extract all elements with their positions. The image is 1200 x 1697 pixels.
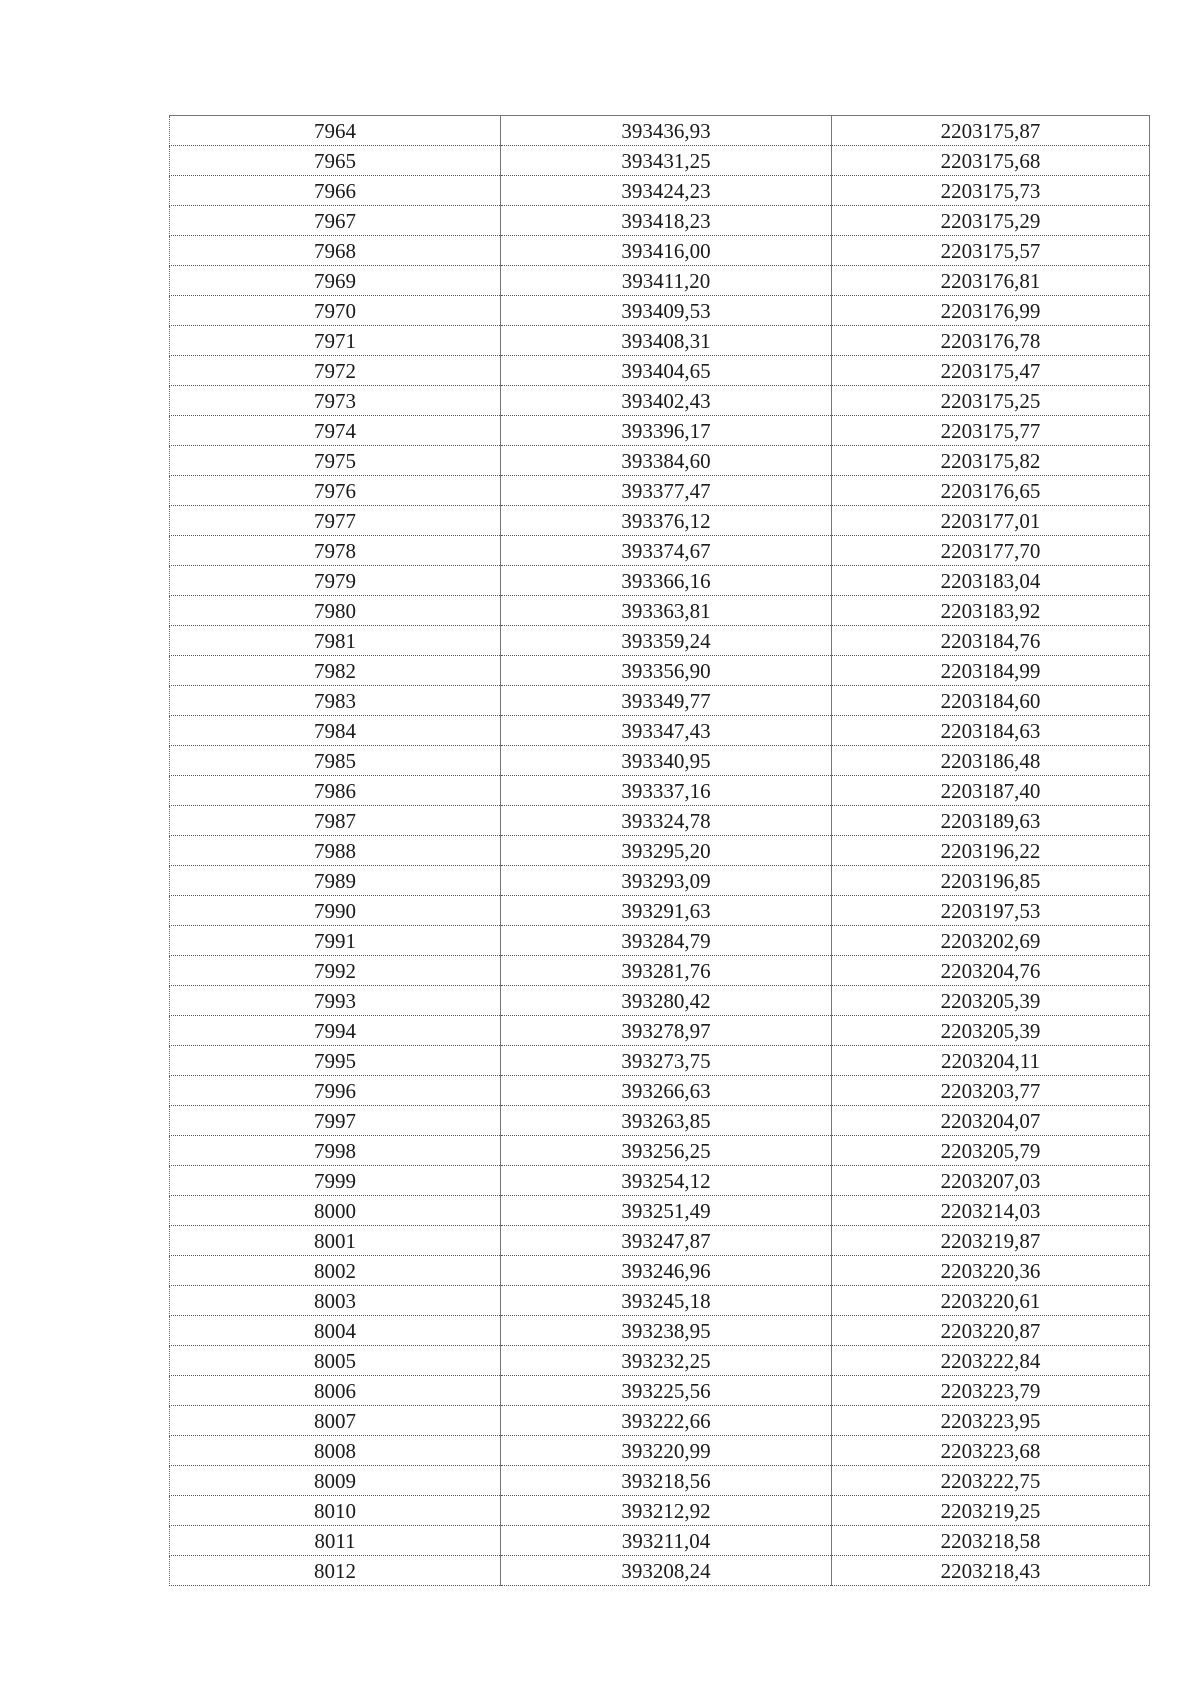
x-coordinate-cell: 393418,23 [501,206,832,236]
point-number-cell: 7996 [170,1076,501,1106]
y-coordinate-cell: 2203207,03 [832,1166,1150,1196]
table-row [170,206,1150,236]
x-coordinate-cell: 393280,42 [501,986,832,1016]
x-coordinate-cell: 393208,24 [501,1556,832,1586]
point-number-cell: 7977 [170,506,501,536]
table-row [170,926,1150,956]
point-number-cell: 8009 [170,1466,501,1496]
point-number-cell: 7998 [170,1136,501,1166]
table-row [170,236,1150,266]
x-coordinate-cell: 393232,25 [501,1346,832,1376]
table-row [170,1346,1150,1376]
table-row [170,326,1150,356]
x-coordinate-cell: 393266,63 [501,1076,832,1106]
y-coordinate-cell: 2203177,70 [832,536,1150,566]
x-coordinate-cell: 393293,09 [501,866,832,896]
y-coordinate-cell: 2203177,01 [832,506,1150,536]
x-coordinate-cell: 393246,96 [501,1256,832,1286]
point-number-cell: 7967 [170,206,501,236]
x-coordinate-cell: 393238,95 [501,1316,832,1346]
x-coordinate-cell: 393366,16 [501,566,832,596]
y-coordinate-cell: 2203175,82 [832,446,1150,476]
coordinates-table-body [170,116,1150,1586]
x-coordinate-cell: 393376,12 [501,506,832,536]
table-row [170,1436,1150,1466]
point-number-cell: 8012 [170,1556,501,1586]
table-row [170,1106,1150,1136]
y-coordinate-cell: 2203205,79 [832,1136,1150,1166]
y-coordinate-cell: 2203175,87 [832,116,1150,146]
x-coordinate-cell: 393347,43 [501,716,832,746]
point-number-cell: 7991 [170,926,501,956]
table-row [170,806,1150,836]
y-coordinate-cell: 2203189,63 [832,806,1150,836]
y-coordinate-cell: 2203176,99 [832,296,1150,326]
x-coordinate-cell: 393359,24 [501,626,832,656]
table-row [170,1046,1150,1076]
y-coordinate-cell: 2203176,78 [832,326,1150,356]
x-coordinate-cell: 393324,78 [501,806,832,836]
x-coordinate-cell: 393211,04 [501,1526,832,1556]
point-number-cell: 7992 [170,956,501,986]
x-coordinate-cell: 393374,67 [501,536,832,566]
x-coordinate-cell: 393424,23 [501,176,832,206]
point-number-cell: 7972 [170,356,501,386]
point-number-cell: 7985 [170,746,501,776]
y-coordinate-cell: 2203184,99 [832,656,1150,686]
table-row [170,116,1150,146]
point-number-cell: 7964 [170,116,501,146]
y-coordinate-cell: 2203202,69 [832,926,1150,956]
point-number-cell: 7981 [170,626,501,656]
x-coordinate-cell: 393220,99 [501,1436,832,1466]
point-number-cell: 7974 [170,416,501,446]
table-row [170,416,1150,446]
point-number-cell: 7984 [170,716,501,746]
point-number-cell: 7976 [170,476,501,506]
table-row [170,1256,1150,1286]
table-row [170,146,1150,176]
point-number-cell: 7971 [170,326,501,356]
table-row [170,176,1150,206]
point-number-cell: 7997 [170,1106,501,1136]
table-row [170,716,1150,746]
point-number-cell: 7999 [170,1166,501,1196]
table-row [170,506,1150,536]
point-number-cell: 8004 [170,1316,501,1346]
y-coordinate-cell: 2203219,25 [832,1496,1150,1526]
point-number-cell: 8001 [170,1226,501,1256]
y-coordinate-cell: 2203205,39 [832,1016,1150,1046]
y-coordinate-cell: 2203175,47 [832,356,1150,386]
x-coordinate-cell: 393377,47 [501,476,832,506]
y-coordinate-cell: 2203175,25 [832,386,1150,416]
point-number-cell: 7990 [170,896,501,926]
point-number-cell: 7965 [170,146,501,176]
y-coordinate-cell: 2203219,87 [832,1226,1150,1256]
y-coordinate-cell: 2203223,79 [832,1376,1150,1406]
point-number-cell: 7993 [170,986,501,1016]
point-number-cell: 7982 [170,656,501,686]
y-coordinate-cell: 2203204,76 [832,956,1150,986]
point-number-cell: 8005 [170,1346,501,1376]
point-number-cell: 7995 [170,1046,501,1076]
point-number-cell: 8010 [170,1496,501,1526]
point-number-cell: 7978 [170,536,501,566]
x-coordinate-cell: 393436,93 [501,116,832,146]
x-coordinate-cell: 393402,43 [501,386,832,416]
y-coordinate-cell: 2203183,04 [832,566,1150,596]
table-row [170,476,1150,506]
table-row [170,866,1150,896]
table-row [170,1166,1150,1196]
y-coordinate-cell: 2203204,07 [832,1106,1150,1136]
table-row [170,266,1150,296]
table-row [170,956,1150,986]
x-coordinate-cell: 393225,56 [501,1376,832,1406]
x-coordinate-cell: 393340,95 [501,746,832,776]
point-number-cell: 8011 [170,1526,501,1556]
table-row [170,836,1150,866]
x-coordinate-cell: 393356,90 [501,656,832,686]
table-row [170,1136,1150,1166]
table-row [170,776,1150,806]
x-coordinate-cell: 393218,56 [501,1466,832,1496]
table-row [170,1196,1150,1226]
y-coordinate-cell: 2203184,76 [832,626,1150,656]
y-coordinate-cell: 2203187,40 [832,776,1150,806]
table-row [170,1406,1150,1436]
table-row [170,356,1150,386]
x-coordinate-cell: 393256,25 [501,1136,832,1166]
point-number-cell: 7969 [170,266,501,296]
table-row [170,1376,1150,1406]
table-row [170,656,1150,686]
x-coordinate-cell: 393431,25 [501,146,832,176]
table-row [170,1016,1150,1046]
point-number-cell: 8007 [170,1406,501,1436]
x-coordinate-cell: 393384,60 [501,446,832,476]
point-number-cell: 7989 [170,866,501,896]
x-coordinate-cell: 393291,63 [501,896,832,926]
y-coordinate-cell: 2203204,11 [832,1046,1150,1076]
y-coordinate-cell: 2203222,75 [832,1466,1150,1496]
table-row [170,686,1150,716]
x-coordinate-cell: 393212,92 [501,1496,832,1526]
point-number-cell: 7988 [170,836,501,866]
y-coordinate-cell: 2203218,58 [832,1526,1150,1556]
table-row [170,986,1150,1016]
x-coordinate-cell: 393281,76 [501,956,832,986]
table-row [170,626,1150,656]
x-coordinate-cell: 393349,77 [501,686,832,716]
x-coordinate-cell: 393273,75 [501,1046,832,1076]
y-coordinate-cell: 2203205,39 [832,986,1150,1016]
point-number-cell: 7986 [170,776,501,806]
x-coordinate-cell: 393416,00 [501,236,832,266]
point-number-cell: 8006 [170,1376,501,1406]
table-row [170,1316,1150,1346]
y-coordinate-cell: 2203175,73 [832,176,1150,206]
point-number-cell: 7994 [170,1016,501,1046]
table-row [170,566,1150,596]
x-coordinate-cell: 393284,79 [501,926,832,956]
table-row [170,1076,1150,1106]
point-number-cell: 7979 [170,566,501,596]
table-row [170,596,1150,626]
x-coordinate-cell: 393404,65 [501,356,832,386]
y-coordinate-cell: 2203220,61 [832,1286,1150,1316]
table-row [170,1286,1150,1316]
y-coordinate-cell: 2203223,68 [832,1436,1150,1466]
table-row [170,1556,1150,1586]
y-coordinate-cell: 2203184,63 [832,716,1150,746]
coordinates-table [169,115,1150,1586]
y-coordinate-cell: 2203186,48 [832,746,1150,776]
point-number-cell: 7966 [170,176,501,206]
table-row [170,1226,1150,1256]
y-coordinate-cell: 2203223,95 [832,1406,1150,1436]
y-coordinate-cell: 2203214,03 [832,1196,1150,1226]
x-coordinate-cell: 393254,12 [501,1166,832,1196]
table-row [170,746,1150,776]
table-row [170,536,1150,566]
table-row [170,1496,1150,1526]
y-coordinate-cell: 2203203,77 [832,1076,1150,1106]
x-coordinate-cell: 393411,20 [501,266,832,296]
table-row [170,296,1150,326]
point-number-cell: 7987 [170,806,501,836]
point-number-cell: 7973 [170,386,501,416]
x-coordinate-cell: 393247,87 [501,1226,832,1256]
x-coordinate-cell: 393409,53 [501,296,832,326]
table-row [170,1466,1150,1496]
x-coordinate-cell: 393295,20 [501,836,832,866]
point-number-cell: 8003 [170,1286,501,1316]
point-number-cell: 7980 [170,596,501,626]
y-coordinate-cell: 2203176,65 [832,476,1150,506]
x-coordinate-cell: 393337,16 [501,776,832,806]
point-number-cell: 7968 [170,236,501,266]
point-number-cell: 8000 [170,1196,501,1226]
point-number-cell: 7970 [170,296,501,326]
point-number-cell: 7975 [170,446,501,476]
table-row [170,1526,1150,1556]
point-number-cell: 8008 [170,1436,501,1466]
y-coordinate-cell: 2203220,36 [832,1256,1150,1286]
x-coordinate-cell: 393251,49 [501,1196,832,1226]
y-coordinate-cell: 2203184,60 [832,686,1150,716]
y-coordinate-cell: 2203176,81 [832,266,1150,296]
y-coordinate-cell: 2203175,68 [832,146,1150,176]
x-coordinate-cell: 393396,17 [501,416,832,446]
y-coordinate-cell: 2203196,22 [832,836,1150,866]
point-number-cell: 7983 [170,686,501,716]
y-coordinate-cell: 2203197,53 [832,896,1150,926]
y-coordinate-cell: 2203175,57 [832,236,1150,266]
x-coordinate-cell: 393363,81 [501,596,832,626]
x-coordinate-cell: 393408,31 [501,326,832,356]
y-coordinate-cell: 2203218,43 [832,1556,1150,1586]
y-coordinate-cell: 2203196,85 [832,866,1150,896]
y-coordinate-cell: 2203175,29 [832,206,1150,236]
y-coordinate-cell: 2203175,77 [832,416,1150,446]
y-coordinate-cell: 2203220,87 [832,1316,1150,1346]
x-coordinate-cell: 393263,85 [501,1106,832,1136]
table-row [170,896,1150,926]
x-coordinate-cell: 393278,97 [501,1016,832,1046]
x-coordinate-cell: 393245,18 [501,1286,832,1316]
point-number-cell: 8002 [170,1256,501,1286]
y-coordinate-cell: 2203222,84 [832,1346,1150,1376]
table-row [170,446,1150,476]
table-row [170,386,1150,416]
y-coordinate-cell: 2203183,92 [832,596,1150,626]
x-coordinate-cell: 393222,66 [501,1406,832,1436]
